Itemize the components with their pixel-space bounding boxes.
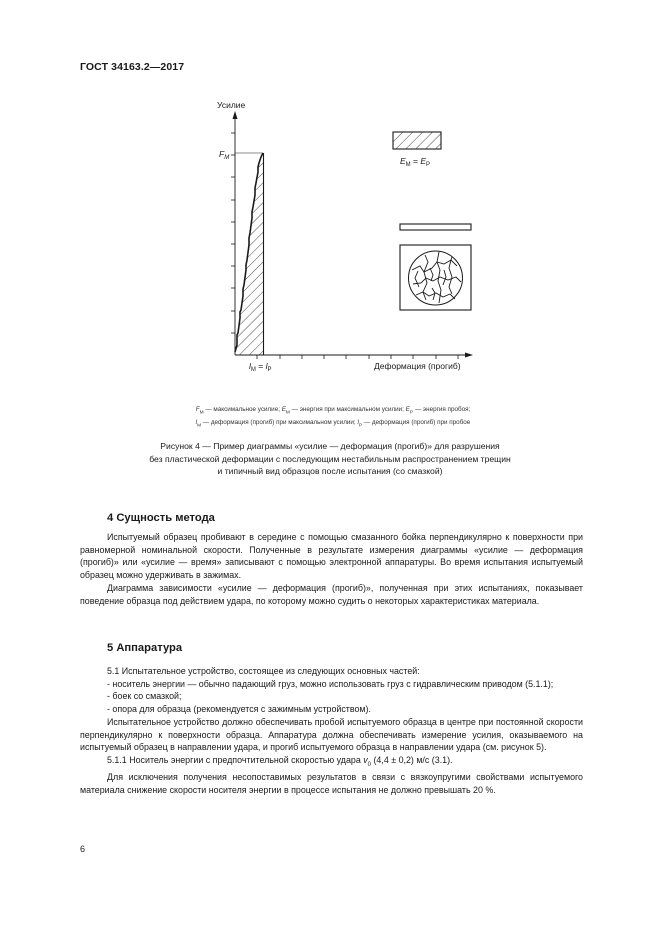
section-5-title: 5 Аппаратура — [107, 642, 183, 654]
lm-lp-label: $l_М = l_Р$ — [249, 361, 272, 373]
y-axis — [231, 111, 238, 355]
x-axis — [235, 353, 473, 360]
list-item: - боек со смазкой; — [107, 691, 182, 702]
figure-legend: $F_М$ — максимальное усилие; $E_М$ — энергия при максимальном усилии; $E_Р$ — энергия пробоя; $l_М$ — деформация (прогиб) при максимальном усилии; $l_Р$ — деформация (прогиб) при пробое — [195, 406, 471, 429]
section-4-title: 4 Сущность метода — [107, 512, 215, 524]
figure-caption: Рисунок 4 — Пример диаграммы «усилие — деформация (прогиб)» для разрушения без пластической деформации с последующим нестабильным распространением трещин и типичный вид образцов после испытания (со смазкой) — [149, 441, 511, 476]
section-5-paragraph: Испытательное устройство должно обеспечивать пробой испытуемого образца в центре при постоянной скорости перпендикулярно к поверхности образца. Аппаратура должна обеспечивать измерение усилия, оказываемого на испытуемый образец в направлении удара, и прогиб испытуемого образца в направлении удара (см. рисунок 5). — [80, 716, 583, 753]
x-axis-label: Деформация (прогиб) — [374, 361, 461, 371]
section-4-body — [80, 531, 583, 607]
section-5-paragraph: 5.1 Испытательное устройство, состоящее из следующих основных частей: — [107, 666, 420, 676]
force-deflection-figure — [0, 0, 661, 400]
section-5-paragraph: 5.1.1 Носитель энергии с предпочтительной скоростью удара $v_0$ (4,4 ± 0,2) м/с (3.1). — [107, 754, 453, 768]
specimen-side-view — [400, 224, 471, 230]
fractured-specimen-icon — [400, 245, 471, 310]
page-number: 6 — [80, 844, 86, 854]
energy-bar — [393, 132, 441, 149]
em-ep-label: $E_М = E_Р$ — [400, 156, 431, 168]
fm-label: $F_М$ — [219, 149, 230, 161]
document-header: ГОСТ 34163.2—2017 — [80, 61, 185, 73]
list-item: - носитель энергии — обычно падающий груз, можно использовать груз с гидравлическим приводом (5.1.1); — [107, 678, 554, 689]
list-item: - опора для образца (рекомендуется с зажимным устройством). — [107, 704, 371, 715]
section-4-paragraph: Испытуемый образец пробивают в середине с помощью смазанного бойка перпендикулярно к поверхности при равномерной номинальной скорости. Полученные в результате измерения диаграммы «усилие — деформация (прогиб)» или «усилие — время» записывают с помощью электронной аппаратуры. Во время испытания испытуемый образец можно удерживать в зажимах. — [80, 532, 583, 581]
y-axis-label: Усилие — [217, 100, 246, 110]
section-5-body — [80, 665, 583, 797]
section-5-paragraph: Для исключения получения несопоставимых результатов в связи с вязкоупругими свойствами испытуемого материала снижение скорости носителя энергии в процессе испытания не должно превышать 20 %. — [80, 772, 583, 796]
section-4-paragraph: Диаграмма зависимости «усилие — деформация (прогиб)», полученная при этих испытаниях, показывает поведение образца под действием удара, по которому можно судить о некоторых характеристиках материала. — [80, 582, 583, 606]
